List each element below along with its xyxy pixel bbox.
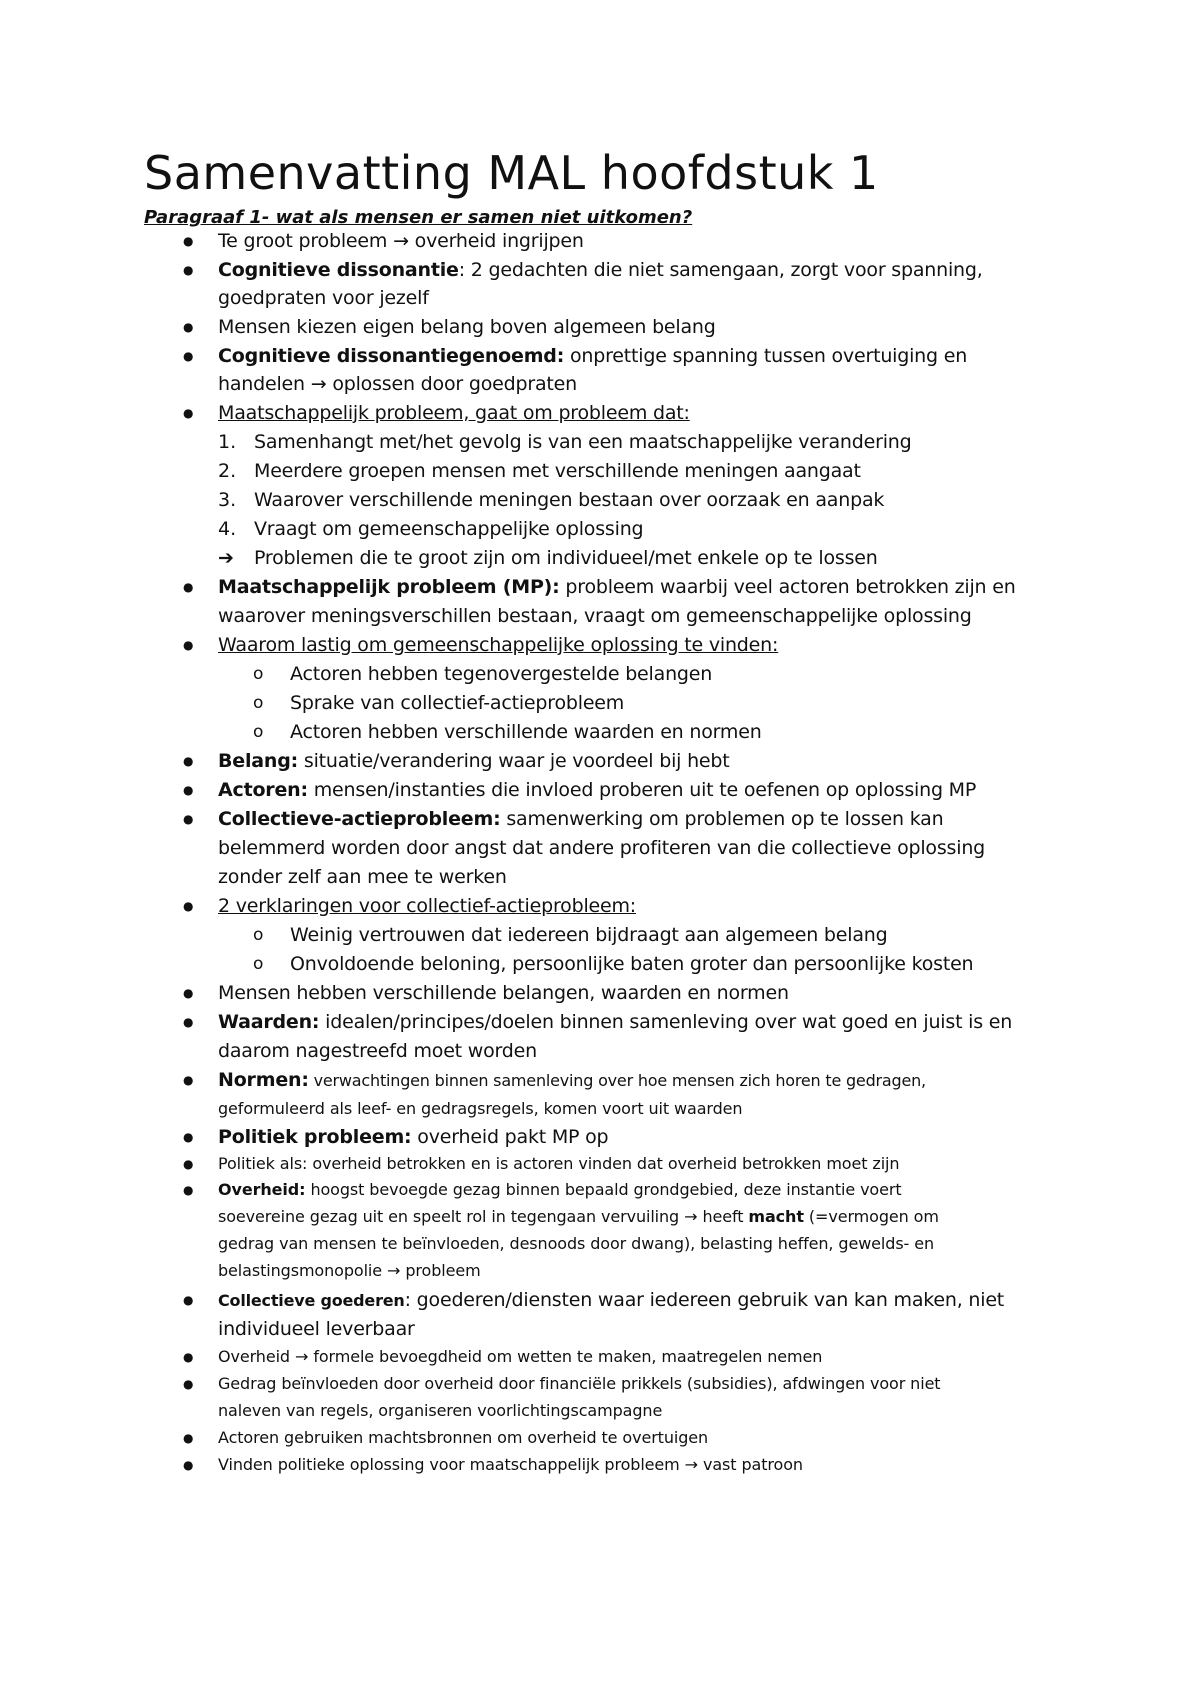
sub-item: Weinig vertrouwen dat iedereen bijdraagt aan algemeen belang	[290, 924, 888, 946]
document-title: Samenvatting MAL hoofdstuk 1	[144, 146, 879, 200]
list-item: Maatschappelijk probleem (MP): probleem waarbij veel actoren betrokken zijn en	[218, 576, 1016, 598]
arrow-item: Problemen die te groot zijn om individueel/met enkele op te lossen	[254, 547, 878, 569]
arrow-icon: →	[387, 1261, 401, 1280]
circle-bullet-icon: o	[253, 693, 264, 713]
bullet-icon: ●	[183, 1377, 194, 1391]
bullet-icon: ●	[183, 406, 194, 420]
arrow-bullet-icon: ➔	[218, 547, 234, 569]
circle-bullet-icon: o	[253, 925, 264, 945]
bullet-icon: ●	[183, 1350, 194, 1364]
bullet-icon: ●	[183, 1293, 194, 1307]
list-item: Te groot probleem → overheid ingrijpen	[218, 230, 584, 252]
list-item: Cognitieve dissonantiegenoemd: onprettige spanning tussen overtuiging en	[218, 345, 968, 367]
bullet-icon: ●	[183, 783, 194, 797]
list-number: 2.	[218, 460, 237, 482]
list-item-continuation: belemmerd worden door angst dat andere profiteren van die collectieve oplossing	[218, 837, 986, 859]
list-item: Mensen hebben verschillende belangen, waarden en normen	[218, 982, 789, 1004]
sub-item: Sprake van collectief-actieprobleem	[290, 692, 625, 714]
circle-bullet-icon: o	[253, 664, 264, 684]
list-item-continuation: naleven van regels, organiseren voorlichtingscampagne	[218, 1401, 663, 1420]
numbered-item: Samenhangt met/het gevolg is van een maatschappelijke verandering	[254, 431, 912, 453]
list-item-continuation: handelen → oplossen door goedpraten	[218, 373, 577, 395]
list-number: 3.	[218, 489, 237, 511]
list-item: 2 verklaringen voor collectief-actieprobleem:	[218, 895, 637, 917]
bullet-icon: ●	[183, 349, 194, 363]
sub-item: Actoren hebben tegenovergestelde belangen	[290, 663, 713, 685]
numbered-item: Vraagt om gemeenschappelijke oplossing	[254, 518, 644, 540]
bullet-icon: ●	[183, 812, 194, 826]
arrow-icon: →	[684, 1207, 698, 1226]
list-item: Collectieve goederen: goederen/diensten waar iedereen gebruik van kan maken, niet	[218, 1289, 1005, 1311]
list-item: Collectieve-actieprobleem: samenwerking om problemen op te lossen kan	[218, 808, 944, 830]
sub-item: Actoren hebben verschillende waarden en normen	[290, 721, 762, 743]
bullet-icon: ●	[183, 320, 194, 334]
list-item-continuation: gedrag van mensen te beïnvloeden, desnoods door dwang), belasting heffen, gewelds- en	[218, 1234, 935, 1253]
bullet-icon: ●	[183, 580, 194, 594]
bullet-icon: ●	[183, 1015, 194, 1029]
bullet-icon: ●	[183, 1183, 194, 1197]
list-item: Politiek probleem: overheid pakt MP op	[218, 1126, 609, 1148]
arrow-icon: →	[393, 230, 409, 252]
list-item: Overheid: hoogst bevoegde gezag binnen bepaald grondgebied, deze instantie voert	[218, 1180, 902, 1199]
bullet-icon: ●	[183, 234, 194, 248]
list-item: Actoren gebruiken machtsbronnen om overheid te overtuigen	[218, 1428, 709, 1447]
list-item: Cognitieve dissonantie: 2 gedachten die niet samengaan, zorgt voor spanning,	[218, 259, 983, 281]
list-item: Politiek als: overheid betrokken en is actoren vinden dat overheid betrokken moet zijn	[218, 1154, 900, 1173]
circle-bullet-icon: o	[253, 722, 264, 742]
list-item-continuation: geformuleerd als leef- en gedragsregels, komen voort uit waarden	[218, 1099, 743, 1118]
list-item: Normen: verwachtingen binnen samenleving over hoe mensen zich horen te gedragen,	[218, 1069, 926, 1091]
numbered-item: Meerdere groepen mensen met verschillende meningen aangaat	[254, 460, 861, 482]
list-item-continuation: zonder zelf aan mee te werken	[218, 866, 507, 888]
bullet-icon: ●	[183, 1130, 194, 1144]
bullet-icon: ●	[183, 1157, 194, 1171]
bullet-icon: ●	[183, 1431, 194, 1445]
arrow-icon: →	[684, 1455, 698, 1474]
numbered-item: Waarover verschillende meningen bestaan over oorzaak en aanpak	[254, 489, 885, 511]
arrow-icon: →	[295, 1347, 309, 1366]
list-item: Waarden: idealen/principes/doelen binnen samenleving over wat goed en juist is en	[218, 1011, 1013, 1033]
list-item-continuation: waarover meningsverschillen bestaan, vraagt om gemeenschappelijke oplossing	[218, 605, 972, 627]
bullet-icon: ●	[183, 263, 194, 277]
list-item: Mensen kiezen eigen belang boven algemeen belang	[218, 316, 716, 338]
list-item-continuation: daarom nagestreefd moet worden	[218, 1040, 538, 1062]
paragraph-heading: Paragraaf 1- wat als mensen er samen niet uitkomen?	[144, 207, 693, 228]
bullet-icon: ●	[183, 1458, 194, 1472]
bullet-icon: ●	[183, 754, 194, 768]
list-item-continuation: goedpraten voor jezelf	[218, 287, 429, 309]
list-item: Actoren: mensen/instanties die invloed proberen uit te oefenen op oplossing MP	[218, 779, 977, 801]
list-item: Belang: situatie/verandering waar je voordeel bij hebt	[218, 750, 730, 772]
circle-bullet-icon: o	[253, 954, 264, 974]
sub-item: Onvoldoende beloning, persoonlijke baten groter dan persoonlijke kosten	[290, 953, 974, 975]
list-number: 4.	[218, 518, 237, 540]
bullet-icon: ●	[183, 638, 194, 652]
bullet-icon: ●	[183, 899, 194, 913]
list-item: Gedrag beïnvloeden door overheid door financiële prikkels (subsidies), afdwingen voor niet	[218, 1374, 941, 1393]
list-item: Maatschappelijk probleem, gaat om probleem dat:	[218, 402, 690, 424]
list-item-continuation: individueel leverbaar	[218, 1318, 415, 1340]
list-item-continuation: belastingsmonopolie → probleem	[218, 1261, 481, 1280]
bullet-icon: ●	[183, 1073, 194, 1087]
list-number: 1.	[218, 431, 237, 453]
list-item: Vinden politieke oplossing voor maatschappelijk probleem → vast patroon	[218, 1455, 803, 1474]
list-item: Overheid → formele bevoegdheid om wetten te maken, maatregelen nemen	[218, 1347, 823, 1366]
arrow-icon: →	[310, 373, 327, 395]
list-item: Waarom lastig om gemeenschappelijke oplossing te vinden:	[218, 634, 779, 656]
list-item-continuation: soevereine gezag uit en speelt rol in tegengaan vervuiling → heeft macht (=vermogen om	[218, 1207, 939, 1226]
bullet-icon: ●	[183, 986, 194, 1000]
